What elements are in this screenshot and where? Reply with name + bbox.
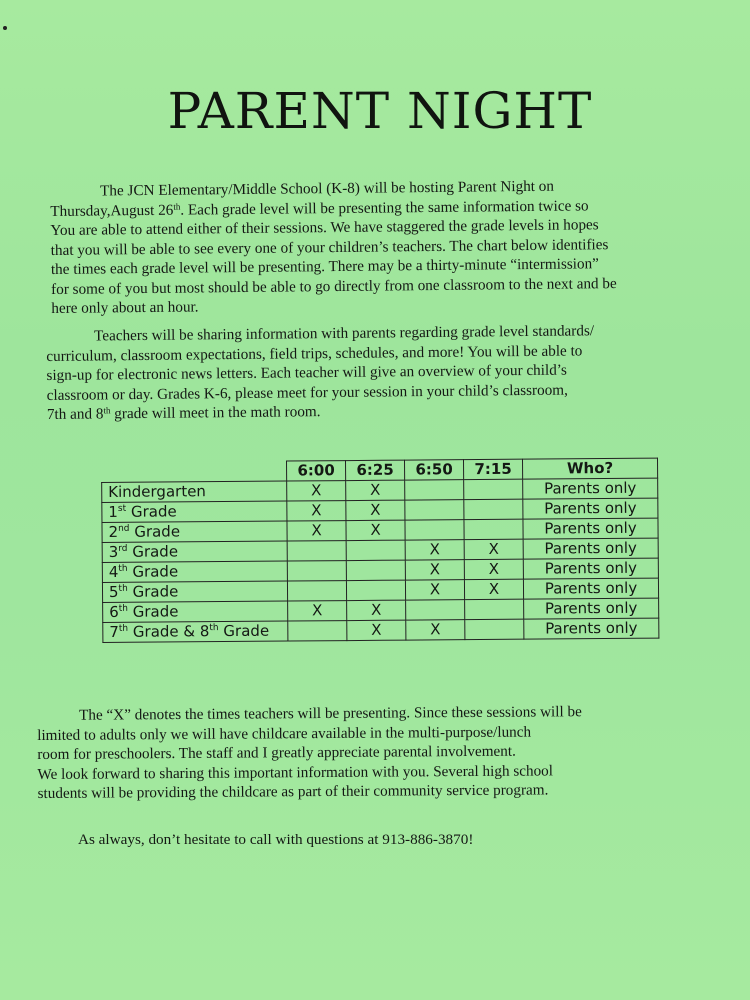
- teachers-line-1: Teachers will be sharing information with parents regarding grade level standards/: [94, 322, 595, 345]
- intro-line-2-sup: th: [173, 201, 181, 212]
- intro-line-2-date: Thursday,August 26: [50, 201, 174, 220]
- grade-label-part: th: [118, 623, 129, 634]
- session-mark: X: [288, 601, 347, 621]
- session-mark: X: [287, 481, 346, 501]
- session-mark: X: [405, 540, 464, 560]
- notes-line-5: students will be providing the childcare as part of their community service program.: [37, 781, 549, 802]
- session-mark: [346, 560, 405, 580]
- notes-line-1: The “X” denotes the times teachers will be presenting. Since these sessions will be: [79, 703, 582, 724]
- session-mark: [464, 499, 523, 519]
- session-mark: X: [287, 521, 346, 541]
- session-mark: [346, 580, 405, 600]
- grade-label-part: Kindergarten: [108, 482, 206, 501]
- schedule-header-who: Who?: [522, 458, 657, 479]
- session-mark: [287, 561, 346, 581]
- grade-label-part: Grade & 8: [128, 622, 210, 641]
- page-title: PARENT NIGHT: [167, 82, 593, 140]
- session-mark: [405, 480, 464, 500]
- audience-label: Parents only: [523, 518, 658, 539]
- grade-label-part: th: [118, 603, 128, 614]
- session-mark: X: [346, 500, 405, 520]
- intro-line-1: The JCN Elementary/Middle School (K-8) will be hosting Parent Night on: [100, 177, 555, 200]
- session-mark: [288, 621, 347, 641]
- session-mark: [346, 540, 405, 560]
- grade-label-part: 3: [108, 542, 119, 561]
- session-mark: [464, 479, 523, 499]
- session-mark: [465, 599, 524, 619]
- intro-line-6: for some of you but most should be able to go directly from one classroom to the next and be: [51, 274, 617, 298]
- session-mark: [465, 619, 524, 639]
- grade-label: [103, 621, 288, 642]
- session-mark: X: [405, 560, 464, 580]
- teachers-line-3: sign-up for electronic news letters. Each teacher will give an overview of your child’s: [46, 361, 567, 384]
- grade-label-part: Grade: [127, 542, 179, 561]
- session-mark: X: [406, 620, 465, 640]
- notes-line-2: limited to adults only we will have childcare available in the multi-purpose/lunch: [37, 723, 532, 744]
- intro-line-5: the times each grade level will be presenting. There may be a thirty-minute “intermission”: [50, 255, 599, 278]
- schedule-header-time: 6:50: [404, 460, 463, 480]
- grade-label-part: th: [118, 583, 128, 594]
- schedule-row: [103, 618, 659, 642]
- audience-label: Parents only: [523, 578, 658, 599]
- grade-label: [102, 541, 287, 562]
- session-mark: [406, 600, 465, 620]
- grade-label-part: Grade: [127, 582, 179, 601]
- audience-label: Parents only: [523, 478, 658, 499]
- notes-line-4: We look forward to sharing this important information with you. Several high school: [37, 761, 554, 783]
- grade-label: [102, 521, 287, 542]
- teachers-line-5-sup: th: [103, 405, 111, 416]
- intro-line-4: that you will be able to see every one of your children’s teachers. The chart below identifies: [50, 235, 609, 259]
- session-mark: [464, 519, 523, 539]
- grade-label-part: nd: [118, 523, 130, 534]
- grade-label-part: Grade: [127, 602, 179, 621]
- paper-speck: [3, 26, 7, 30]
- intro-line-2-rest: . Each grade level will be presenting the same information twice so: [180, 196, 589, 219]
- session-mark: X: [346, 480, 405, 500]
- session-mark: [405, 500, 464, 520]
- schedule-body: [102, 478, 659, 642]
- grade-label-part: th: [118, 563, 128, 574]
- grade-label: [102, 581, 287, 602]
- contact-paragraph: [78, 830, 678, 850]
- grade-label: [102, 561, 287, 582]
- contact-line: As always, don’t hesitate to call with questions at 913-886-3870!: [78, 831, 474, 848]
- teachers-paragraph: [46, 321, 647, 425]
- grade-label-part: 2: [108, 522, 119, 541]
- audience-label: Parents only: [524, 618, 659, 639]
- intro-line-7: here only about an hour.: [51, 298, 199, 317]
- session-mark: X: [347, 600, 406, 620]
- schedule-table: [101, 458, 659, 643]
- grade-label-part: 4: [108, 562, 119, 581]
- grade-label-part: 7: [109, 622, 119, 641]
- session-mark: X: [464, 579, 523, 599]
- grade-label: [103, 601, 288, 622]
- schedule-header-blank: [102, 461, 287, 482]
- audience-label: Parents only: [523, 498, 658, 519]
- grade-label-part: 5: [108, 582, 119, 601]
- notes-paragraph: [37, 702, 650, 804]
- session-mark: [287, 581, 346, 601]
- grade-label-part: rd: [118, 543, 128, 554]
- grade-label-part: Grade: [127, 562, 179, 581]
- session-mark: X: [346, 520, 405, 540]
- teachers-line-2: curriculum, classroom expectations, field trips, schedules, and more! You will be able to: [46, 341, 583, 365]
- session-mark: X: [287, 501, 346, 521]
- grade-label-part: 1: [108, 502, 119, 521]
- session-mark: [287, 541, 346, 561]
- teachers-line-5-rest: grade will meet in the math room.: [110, 403, 321, 423]
- intro-paragraph: [50, 176, 651, 319]
- teachers-line-4: classroom or day. Grades K-6, please meet for your session in your child’s classroom,: [46, 381, 568, 404]
- session-mark: X: [347, 620, 406, 640]
- teachers-line-5-start: 7th and 8: [46, 405, 104, 423]
- schedule-header-time: 6:00: [286, 461, 345, 481]
- grade-label-part: 6: [109, 602, 119, 621]
- intro-line-3: You are able to attend either of their sessions. We have staggered the grade levels in hopes: [50, 216, 599, 239]
- grade-label-part: Grade: [126, 502, 177, 521]
- session-mark: X: [464, 539, 523, 559]
- audience-label: Parents only: [523, 538, 658, 559]
- session-mark: X: [405, 580, 464, 600]
- session-mark: [405, 520, 464, 540]
- grade-label: [102, 481, 287, 502]
- grade-label-part: Grade: [129, 522, 181, 541]
- grade-label: [102, 501, 287, 522]
- schedule-header-time: 7:15: [463, 459, 522, 479]
- grade-label-part: th: [209, 623, 219, 634]
- session-mark: X: [464, 559, 523, 579]
- audience-label: Parents only: [524, 598, 659, 619]
- schedule-header-time: 6:25: [345, 460, 404, 480]
- audience-label: Parents only: [523, 558, 658, 579]
- grade-label-part: Grade: [218, 621, 270, 641]
- notes-line-3: room for preschoolers. The staff and I greatly appreciate parental involvement.: [37, 742, 516, 763]
- grade-label-part: st: [117, 503, 127, 514]
